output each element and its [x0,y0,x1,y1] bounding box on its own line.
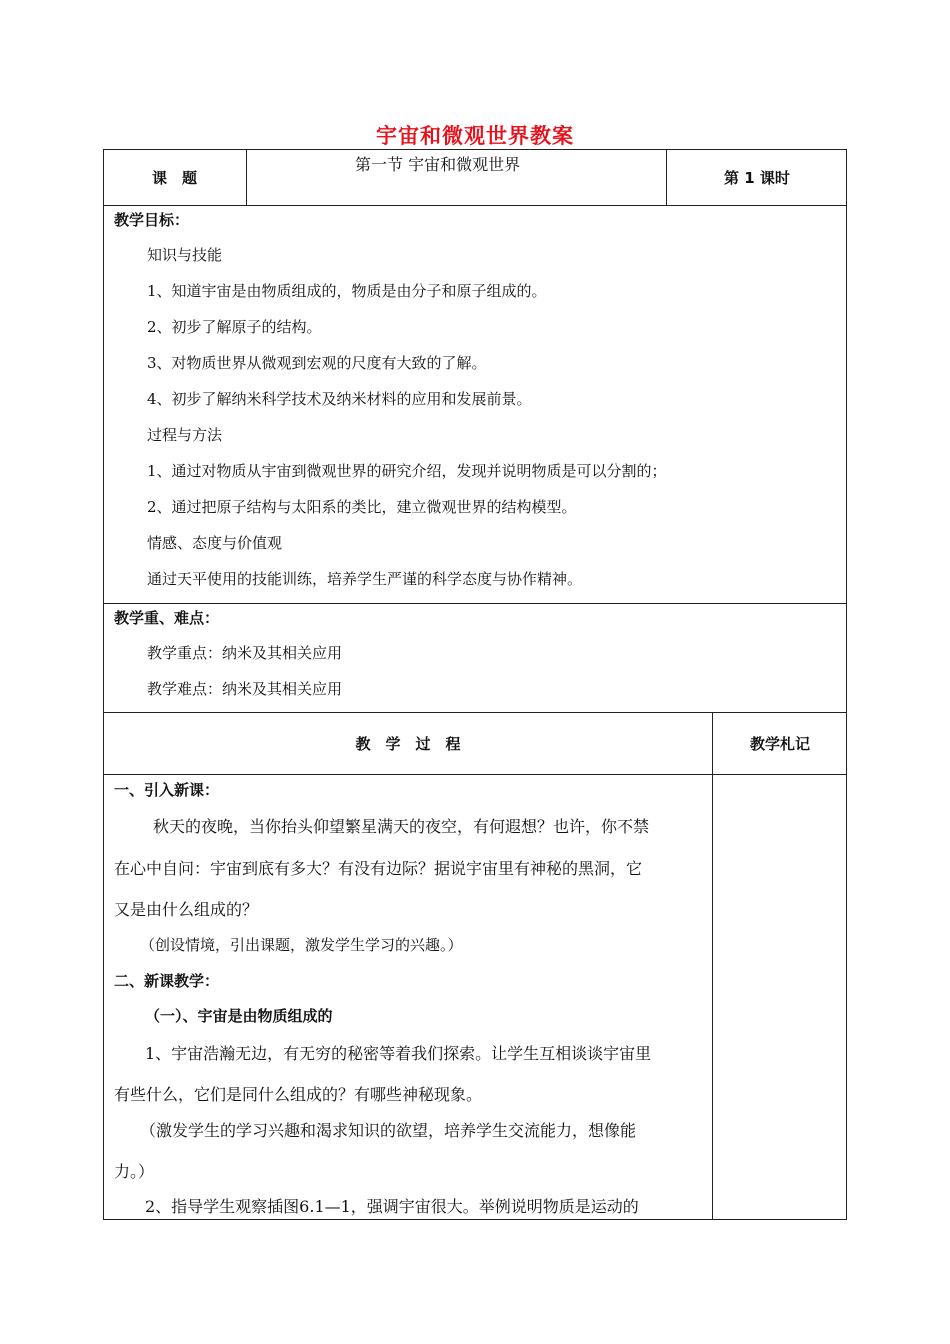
key-point-line: 教学难点：纳米及其相关应用 [147,680,343,698]
paragraph-line: 2、指导学生观察插图6.1—1，强调宇宙很大。举例说明物质是运动的 [145,1197,639,1216]
period-cell [666,149,847,206]
paragraph-line: 1、宇宙浩瀚无边，有无穷的秘密等着我们探索。让学生互相谈谈宇宙里 [145,1044,652,1063]
intro-line: 在心中自问：宇宙到底有多大？有没有边际？据说宇宙里有神秘的黑洞，它 [114,859,643,878]
notes-column [712,774,713,1220]
topic-label: 课 题 [151,169,197,187]
key-points-heading: 教学重、难点： [114,609,220,627]
intro-note: （创设情境，引出课题，激发学生学习的兴趣。） [140,936,463,954]
process-header-cell [103,712,713,775]
topic-value: 第一节 宇宙和微观世界 [355,155,521,174]
objectives-heading: 教学目标： [114,211,190,229]
paragraph-line: （激发学生的学习兴趣和渴求知识的欲望，培养学生交流能力，想像能 [140,1121,637,1140]
paragraph-line: 有些什么，它们是同什么组成的？有哪些神秘现象。 [114,1085,483,1104]
process-header-label: 教 学 过 程 [355,735,461,753]
topic-label-cell [103,149,247,206]
intro-line: 秋天的夜晚，当你抬头仰望繁星满天的夜空，有何遐想？也许，你不禁 [153,817,650,836]
key-point-line: 教学重点：纳米及其相关应用 [147,644,343,662]
paragraph-line: 力。） [114,1162,155,1181]
intro-heading: 一、引入新课： [114,781,220,799]
objective-line: 情感、态度与价值观 [147,534,283,552]
objective-line: 4、初步了解纳米科学技术及纳米材料的应用和发展前景。 [147,390,532,408]
notes-header-label: 教学札记 [749,735,810,753]
document-title: 宇宙和微观世界教案 [376,124,574,148]
objective-line: 1、通过对物质从宇宙到微观世界的研究介绍，发现并说明物质是可以分割的； [147,462,667,480]
notes-header-cell [712,712,847,775]
subsection-heading: （一）、宇宙是由物质组成的 [145,1007,333,1025]
objective-line: 3、对物质世界从微观到宏观的尺度有大致的了解。 [147,354,487,372]
objective-line: 通过天平使用的技能训练，培养学生严谨的科学态度与协作精神。 [147,570,583,588]
objective-line: 2、通过把原子结构与太阳系的类比，建立微观世界的结构模型。 [147,498,577,516]
process-body [103,774,847,1220]
intro-line: 又是由什么组成的？ [114,900,259,919]
objective-line: 过程与方法 [147,426,223,444]
objective-line: 知识与技能 [147,246,223,264]
objective-line: 2、初步了解原子的结构。 [147,318,322,336]
period-label: 第 1 课时 [724,169,790,187]
new-lesson-heading: 二、新课教学： [114,972,220,990]
objective-line: 1、知道宇宙是由物质组成的，物质是由分子和原子组成的。 [147,282,547,300]
